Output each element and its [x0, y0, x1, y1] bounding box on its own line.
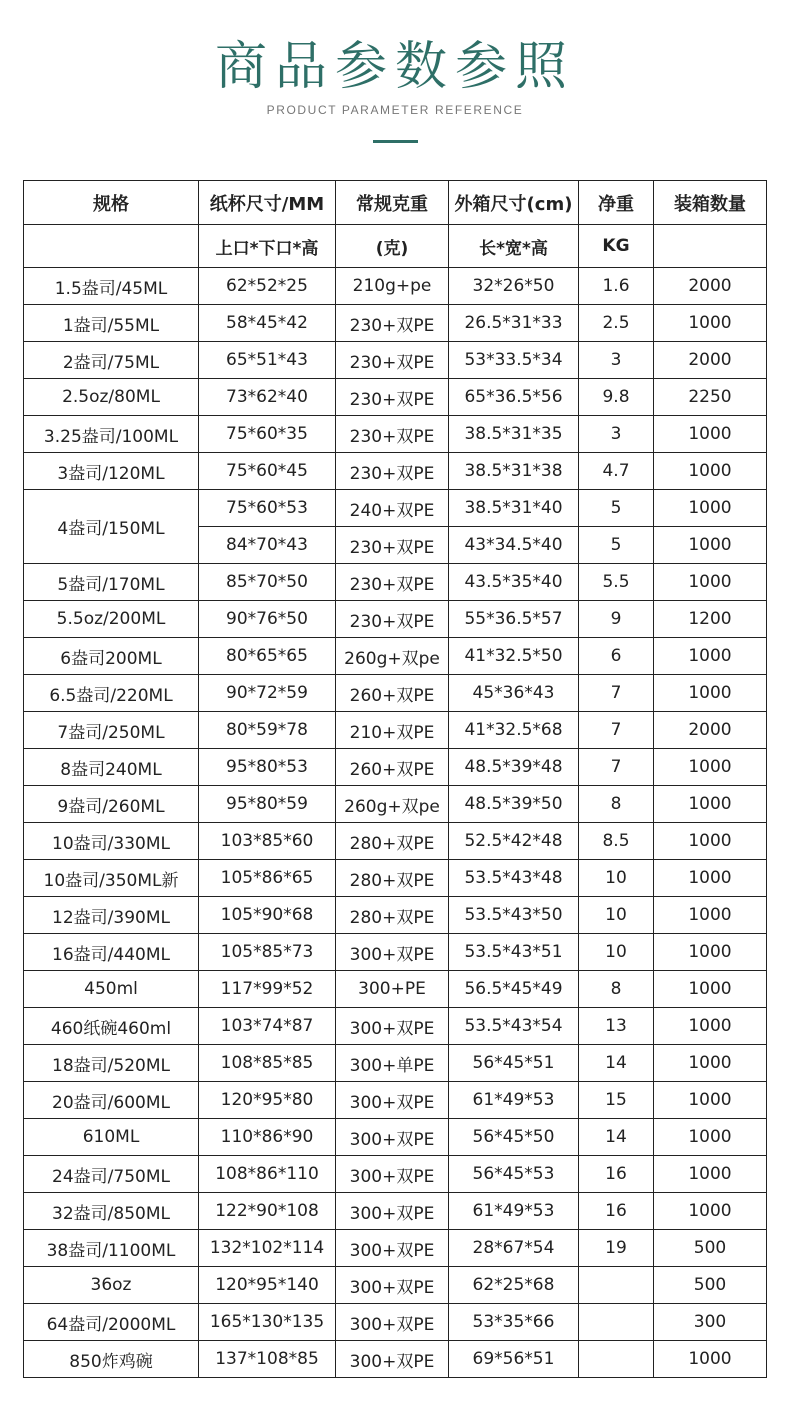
- cell-box-size: 61*49*53: [449, 1193, 579, 1230]
- cell-cup-size: 108*85*85: [199, 1045, 336, 1082]
- cell-weight: 230+双PE: [336, 453, 449, 490]
- table-row: [24, 1304, 767, 1341]
- cell-net-weight: 7: [579, 749, 654, 786]
- table-row: [24, 934, 767, 971]
- header-spec: 规格: [24, 181, 199, 225]
- cell-spec: 64盎司/2000ML: [24, 1304, 199, 1341]
- header-net-weight: 净重: [579, 181, 654, 225]
- cell-weight: 230+双PE: [336, 379, 449, 416]
- cell-quantity: 1000: [654, 564, 767, 601]
- cell-spec: 460纸碗460ml: [24, 1008, 199, 1045]
- cell-cup-size: 120*95*140: [199, 1267, 336, 1304]
- subheader-quantity: [654, 225, 767, 268]
- table-row: [24, 1119, 767, 1156]
- cell-spec: 18盎司/520ML: [24, 1045, 199, 1082]
- cell-quantity: 2000: [654, 712, 767, 749]
- cell-net-weight: 14: [579, 1045, 654, 1082]
- table-row: [24, 638, 767, 675]
- cell-box-size: 62*25*68: [449, 1267, 579, 1304]
- cell-cup-size: 95*80*59: [199, 786, 336, 823]
- cell-quantity: 1000: [654, 453, 767, 490]
- cell-spec: 3.25盎司/100ML: [24, 416, 199, 453]
- cell-box-size: 56.5*45*49: [449, 971, 579, 1008]
- cell-quantity: 1000: [654, 1082, 767, 1119]
- cell-box-size: 69*56*51: [449, 1341, 579, 1378]
- cell-cup-size: 58*45*42: [199, 305, 336, 342]
- table-row: [24, 601, 767, 638]
- cell-cup-size: 105*86*65: [199, 860, 336, 897]
- subheader-cup-size: 上口*下口*高: [199, 225, 336, 268]
- cell-quantity: 1000: [654, 1008, 767, 1045]
- table-row: [24, 1341, 767, 1378]
- table-row: [24, 1230, 767, 1267]
- cell-quantity: 1000: [654, 860, 767, 897]
- subheader-spec: [24, 225, 199, 268]
- cell-weight: 210+双PE: [336, 712, 449, 749]
- cell-spec: 24盎司/750ML: [24, 1156, 199, 1193]
- cell-weight: 300+双PE: [336, 1119, 449, 1156]
- header-cup-size: 纸杯尺寸/MM: [199, 181, 336, 225]
- cell-quantity: 1000: [654, 786, 767, 823]
- cell-weight: 300+双PE: [336, 1230, 449, 1267]
- table-subheader-row: [24, 225, 767, 268]
- cell-box-size: 43*34.5*40: [449, 527, 579, 564]
- cell-cup-size: 103*85*60: [199, 823, 336, 860]
- cell-weight: 260+双PE: [336, 749, 449, 786]
- cell-spec: 1.5盎司/45ML: [24, 268, 199, 305]
- cell-quantity: 1000: [654, 305, 767, 342]
- cell-cup-size: 165*130*135: [199, 1304, 336, 1341]
- cell-box-size: 41*32.5*50: [449, 638, 579, 675]
- cell-net-weight: 9: [579, 601, 654, 638]
- table-row: [24, 675, 767, 712]
- cell-weight: 230+双PE: [336, 416, 449, 453]
- table-row: [24, 1156, 767, 1193]
- cell-net-weight: [579, 1267, 654, 1304]
- cell-weight: 300+PE: [336, 971, 449, 1008]
- cell-box-size: 48.5*39*50: [449, 786, 579, 823]
- cell-cup-size: 85*70*50: [199, 564, 336, 601]
- cell-cup-size: 75*60*53: [199, 490, 336, 527]
- cell-spec: 38盎司/1100ML: [24, 1230, 199, 1267]
- cell-quantity: 1000: [654, 675, 767, 712]
- cell-cup-size: 95*80*53: [199, 749, 336, 786]
- cell-cup-size: 75*60*45: [199, 453, 336, 490]
- cell-box-size: 53.5*43*48: [449, 860, 579, 897]
- cell-spec: 20盎司/600ML: [24, 1082, 199, 1119]
- cell-net-weight: 16: [579, 1193, 654, 1230]
- cell-spec: 12盎司/390ML: [24, 897, 199, 934]
- cell-box-size: 53.5*43*51: [449, 934, 579, 971]
- cell-net-weight: 4.7: [579, 453, 654, 490]
- cell-spec: 8盎司240ML: [24, 749, 199, 786]
- cell-weight: 300+双PE: [336, 934, 449, 971]
- cell-net-weight: 3: [579, 416, 654, 453]
- cell-quantity: 1000: [654, 1341, 767, 1378]
- cell-box-size: 56*45*50: [449, 1119, 579, 1156]
- table-row: [24, 416, 767, 453]
- cell-quantity: 1000: [654, 1156, 767, 1193]
- page-subtitle: PRODUCT PARAMETER REFERENCE: [266, 103, 524, 117]
- table-row: [24, 453, 767, 490]
- cell-spec: 4盎司/150ML: [24, 490, 199, 564]
- cell-net-weight: 5: [579, 527, 654, 564]
- cell-net-weight: 7: [579, 675, 654, 712]
- cell-spec: 10盎司/350ML新: [24, 860, 199, 897]
- cell-box-size: 53*35*66: [449, 1304, 579, 1341]
- cell-quantity: 1000: [654, 490, 767, 527]
- table-row: [24, 1267, 767, 1304]
- cell-weight: 230+双PE: [336, 601, 449, 638]
- table-row: [24, 823, 767, 860]
- header-box-size: 外箱尺寸(cm): [449, 181, 579, 225]
- title-divider: [373, 140, 418, 143]
- table-row: [24, 897, 767, 934]
- table-row: [24, 1193, 767, 1230]
- cell-box-size: 38.5*31*35: [449, 416, 579, 453]
- cell-box-size: 53.5*43*50: [449, 897, 579, 934]
- cell-cup-size: 65*51*43: [199, 342, 336, 379]
- cell-box-size: 26.5*31*33: [449, 305, 579, 342]
- cell-spec: 6盎司200ML: [24, 638, 199, 675]
- cell-weight: 300+双PE: [336, 1008, 449, 1045]
- cell-cup-size: 120*95*80: [199, 1082, 336, 1119]
- cell-net-weight: 19: [579, 1230, 654, 1267]
- cell-weight: 240+双PE: [336, 490, 449, 527]
- table-row: [24, 379, 767, 416]
- cell-quantity: 1000: [654, 1193, 767, 1230]
- cell-net-weight: [579, 1341, 654, 1378]
- cell-quantity: 2000: [654, 268, 767, 305]
- cell-weight: 260+双PE: [336, 675, 449, 712]
- cell-quantity: 2000: [654, 342, 767, 379]
- cell-net-weight: 16: [579, 1156, 654, 1193]
- cell-box-size: 41*32.5*68: [449, 712, 579, 749]
- cell-quantity: 1200: [654, 601, 767, 638]
- cell-net-weight: 5: [579, 490, 654, 527]
- cell-box-size: 28*67*54: [449, 1230, 579, 1267]
- cell-box-size: 38.5*31*40: [449, 490, 579, 527]
- table-row: [24, 971, 767, 1008]
- cell-spec: 850炸鸡碗: [24, 1341, 199, 1378]
- cell-net-weight: 15: [579, 1082, 654, 1119]
- cell-net-weight: 5.5: [579, 564, 654, 601]
- cell-spec: 16盎司/440ML: [24, 934, 199, 971]
- cell-weight: 260g+双pe: [336, 786, 449, 823]
- table-row: [24, 749, 767, 786]
- cell-net-weight: 7: [579, 712, 654, 749]
- cell-net-weight: 6: [579, 638, 654, 675]
- cell-weight: 230+双PE: [336, 564, 449, 601]
- cell-box-size: 45*36*43: [449, 675, 579, 712]
- cell-cup-size: 105*85*73: [199, 934, 336, 971]
- cell-quantity: 1000: [654, 1045, 767, 1082]
- cell-weight: 300+双PE: [336, 1304, 449, 1341]
- cell-spec: 2盎司/75ML: [24, 342, 199, 379]
- cell-weight: 300+单PE: [336, 1045, 449, 1082]
- cell-cup-size: 80*65*65: [199, 638, 336, 675]
- cell-cup-size: 90*76*50: [199, 601, 336, 638]
- cell-net-weight: 10: [579, 934, 654, 971]
- cell-weight: 230+双PE: [336, 305, 449, 342]
- cell-cup-size: 62*52*25: [199, 268, 336, 305]
- cell-quantity: 1000: [654, 638, 767, 675]
- table-row: [24, 490, 767, 527]
- cell-weight: 300+双PE: [336, 1156, 449, 1193]
- table-row: [24, 1008, 767, 1045]
- cell-spec: 3盎司/120ML: [24, 453, 199, 490]
- cell-box-size: 53*33.5*34: [449, 342, 579, 379]
- cell-spec: 9盎司/260ML: [24, 786, 199, 823]
- cell-box-size: 56*45*51: [449, 1045, 579, 1082]
- cell-quantity: 1000: [654, 527, 767, 564]
- cell-quantity: 1000: [654, 934, 767, 971]
- cell-spec: 5盎司/170ML: [24, 564, 199, 601]
- cell-spec: 10盎司/330ML: [24, 823, 199, 860]
- cell-cup-size: 80*59*78: [199, 712, 336, 749]
- cell-net-weight: 2.5: [579, 305, 654, 342]
- cell-net-weight: 8: [579, 786, 654, 823]
- table-row: [24, 1082, 767, 1119]
- cell-net-weight: 10: [579, 860, 654, 897]
- cell-net-weight: 8.5: [579, 823, 654, 860]
- cell-weight: 300+双PE: [336, 1267, 449, 1304]
- cell-cup-size: 73*62*40: [199, 379, 336, 416]
- cell-box-size: 52.5*42*48: [449, 823, 579, 860]
- cell-net-weight: [579, 1304, 654, 1341]
- cell-spec: 5.5oz/200ML: [24, 601, 199, 638]
- cell-cup-size: 75*60*35: [199, 416, 336, 453]
- cell-quantity: 300: [654, 1304, 767, 1341]
- cell-quantity: 1000: [654, 749, 767, 786]
- cell-quantity: 500: [654, 1267, 767, 1304]
- table-row: [24, 712, 767, 749]
- cell-quantity: 1000: [654, 971, 767, 1008]
- cell-net-weight: 14: [579, 1119, 654, 1156]
- cell-spec: 7盎司/250ML: [24, 712, 199, 749]
- cell-net-weight: 3: [579, 342, 654, 379]
- cell-weight: 280+双PE: [336, 897, 449, 934]
- cell-net-weight: 8: [579, 971, 654, 1008]
- table-row: [24, 860, 767, 897]
- cell-net-weight: 1.6: [579, 268, 654, 305]
- cell-spec: 6.5盎司/220ML: [24, 675, 199, 712]
- cell-cup-size: 84*70*43: [199, 527, 336, 564]
- cell-spec: 610ML: [24, 1119, 199, 1156]
- table-row: [24, 342, 767, 379]
- cell-box-size: 53.5*43*54: [449, 1008, 579, 1045]
- cell-cup-size: 132*102*114: [199, 1230, 336, 1267]
- cell-box-size: 56*45*53: [449, 1156, 579, 1193]
- cell-spec: 450ml: [24, 971, 199, 1008]
- cell-net-weight: 9.8: [579, 379, 654, 416]
- subheader-net-weight: KG: [579, 225, 654, 268]
- cell-weight: 210g+pe: [336, 268, 449, 305]
- cell-quantity: 2250: [654, 379, 767, 416]
- cell-box-size: 32*26*50: [449, 268, 579, 305]
- cell-box-size: 61*49*53: [449, 1082, 579, 1119]
- table-row: [24, 1045, 767, 1082]
- cell-box-size: 65*36.5*56: [449, 379, 579, 416]
- cell-quantity: 500: [654, 1230, 767, 1267]
- cell-quantity: 1000: [654, 416, 767, 453]
- cell-net-weight: 13: [579, 1008, 654, 1045]
- cell-weight: 300+双PE: [336, 1341, 449, 1378]
- cell-weight: 230+双PE: [336, 527, 449, 564]
- cell-quantity: 1000: [654, 897, 767, 934]
- cell-cup-size: 90*72*59: [199, 675, 336, 712]
- cell-box-size: 55*36.5*57: [449, 601, 579, 638]
- table-row: [24, 305, 767, 342]
- cell-weight: 300+双PE: [336, 1082, 449, 1119]
- cell-spec: 36oz: [24, 1267, 199, 1304]
- table-row: [24, 564, 767, 601]
- header-quantity: 装箱数量: [654, 181, 767, 225]
- cell-box-size: 38.5*31*38: [449, 453, 579, 490]
- table-row: [24, 268, 767, 305]
- subheader-weight: (克): [336, 225, 449, 268]
- cell-cup-size: 108*86*110: [199, 1156, 336, 1193]
- cell-quantity: 1000: [654, 823, 767, 860]
- cell-cup-size: 117*99*52: [199, 971, 336, 1008]
- cell-weight: 260g+双pe: [336, 638, 449, 675]
- cell-cup-size: 137*108*85: [199, 1341, 336, 1378]
- table-row: [24, 786, 767, 823]
- cell-quantity: 1000: [654, 1119, 767, 1156]
- cell-cup-size: 122*90*108: [199, 1193, 336, 1230]
- parameter-table: [23, 180, 767, 1378]
- table-header-row: [24, 181, 767, 225]
- cell-weight: 230+双PE: [336, 342, 449, 379]
- cell-weight: 280+双PE: [336, 860, 449, 897]
- cell-cup-size: 103*74*87: [199, 1008, 336, 1045]
- cell-spec: 32盎司/850ML: [24, 1193, 199, 1230]
- cell-spec: 1盎司/55ML: [24, 305, 199, 342]
- header-weight: 常规克重: [336, 181, 449, 225]
- cell-cup-size: 105*90*68: [199, 897, 336, 934]
- page-title: 商品参数参照: [214, 37, 575, 97]
- cell-box-size: 48.5*39*48: [449, 749, 579, 786]
- cell-weight: 300+双PE: [336, 1193, 449, 1230]
- cell-box-size: 43.5*35*40: [449, 564, 579, 601]
- cell-spec: 2.5oz/80ML: [24, 379, 199, 416]
- subheader-box-size: 长*宽*高: [449, 225, 579, 268]
- cell-weight: 280+双PE: [336, 823, 449, 860]
- cell-cup-size: 110*86*90: [199, 1119, 336, 1156]
- cell-net-weight: 10: [579, 897, 654, 934]
